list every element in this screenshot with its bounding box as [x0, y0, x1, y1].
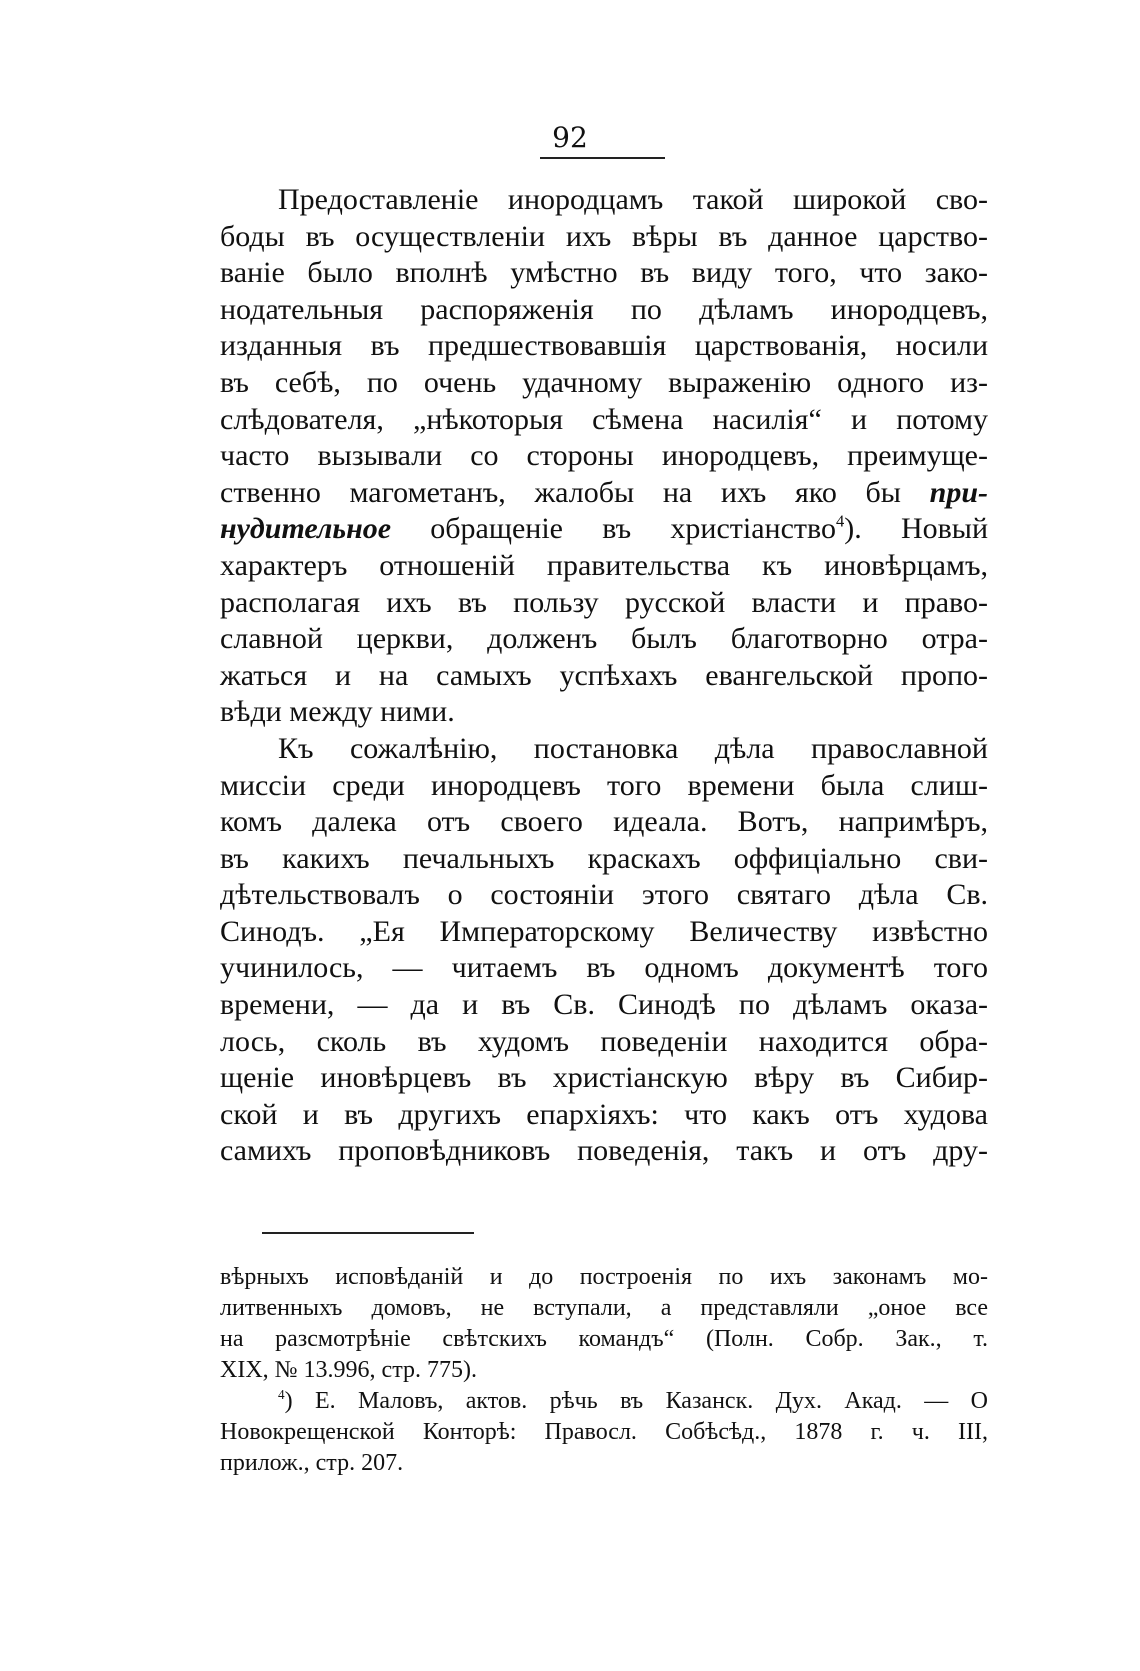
text-segment: ственно магометанъ, жалобы на ихъ яко бы	[220, 475, 901, 509]
text-line: комъ далека отъ своего идеала. Вотъ, напримѣръ,	[220, 805, 988, 839]
text-line: Къ сожалѣнію, постановка дѣла православной	[278, 731, 988, 765]
page-number-rule	[540, 157, 665, 159]
footnote-line: на разсмотрѣніе свѣтскихъ командъ“ (Полн. Собр. Зак., т.	[220, 1326, 988, 1352]
text-line: часто вызывали со стороны инородцевъ, преимуще-	[220, 439, 988, 473]
text-line: Синодъ. „Ея Императорскому Величеству извѣстно	[220, 914, 988, 948]
footnote-line	[220, 1386, 988, 1417]
footnote-line: прилож., стр. 207.	[220, 1450, 404, 1476]
footnotes	[220, 1262, 988, 1479]
text-line: славной церкви, долженъ былъ благотворно отра-	[220, 622, 988, 656]
page-number: 92	[552, 121, 588, 154]
text-line	[220, 511, 988, 548]
text-line: дѣтельствовалъ о состояніи этого святаго дѣла Св.	[220, 878, 988, 912]
text-line	[220, 475, 988, 512]
text-line: боды въ осуществленіи ихъ вѣры въ данное царство-	[220, 219, 988, 253]
text-line: учинилось, — читаемъ въ одномъ документѣ того	[220, 951, 988, 985]
text-line: Предоставленіе инородцамъ такой широкой сво-	[278, 183, 988, 216]
footnote-separator	[262, 1232, 474, 1234]
footnote-line: XIX, № 13.996, стр. 775).	[220, 1357, 477, 1383]
text-line: въ какихъ печальныхъ краскахъ оффиціально сви-	[220, 841, 988, 875]
text-line: въ себѣ, по очень удачному выраженію одного из-	[220, 365, 988, 399]
text-line: жаться и на самыхъ успѣхахъ евангельской пропо-	[220, 658, 988, 692]
text-line: щеніе иновѣрцевъ въ христіанскую вѣру въ Сибир-	[220, 1061, 988, 1095]
text-line: характеръ отношеній правительства къ иновѣрцамъ,	[220, 548, 988, 582]
text-segment: обращеніе въ христіанство	[430, 512, 836, 546]
italic-word: при-	[929, 475, 989, 509]
footnote-marker: 4	[278, 1386, 285, 1402]
text-segment: ). Новый	[844, 512, 989, 546]
footnote-line: Новокрещенской Конторѣ: Правосл. Собѣсѣд., 1878 г. ч. III,	[220, 1419, 988, 1445]
text-line: располагая ихъ въ пользу русской власти и право-	[220, 585, 988, 619]
text-segment: ) Е. Маловъ, актов. рѣчь въ Казанск. Дух. Акад. — О	[284, 1388, 988, 1414]
italic-word: нудительное	[220, 512, 392, 546]
text-line: нодательныя распоряженія по дѣламъ инородцевъ,	[220, 292, 988, 326]
text-line: самихъ проповѣдниковъ поведенія, такъ и отъ дру-	[220, 1134, 988, 1168]
main-text	[220, 182, 988, 1170]
text-line: вѣди между ними.	[220, 695, 455, 729]
text-line: ваніе было вполнѣ умѣстно въ виду того, что зако-	[220, 256, 988, 290]
footnote-line: вѣрныхъ исповѣданій и до построенія по ихъ законамъ мо-	[220, 1264, 988, 1290]
text-line: миссіи среди инородцевъ того времени была слиш-	[220, 768, 988, 802]
text-line: изданныя въ предшествовавшія царствованія, носили	[220, 329, 988, 363]
text-line: ской и въ другихъ епархіяхъ: что какъ отъ худова	[220, 1097, 988, 1131]
text-line: лось, сколь въ худомъ поведеніи находится обра-	[220, 1024, 988, 1058]
footnote-reference: 4	[835, 511, 845, 531]
text-line: времени, — да и въ Св. Синодѣ по дѣламъ оказа-	[220, 988, 988, 1022]
footnote-line: литвенныхъ домовъ, не вступали, а представляли „оное все	[220, 1295, 988, 1321]
text-line: слѣдователя, „нѣкоторыя сѣмена насилія“ и потому	[220, 402, 988, 436]
